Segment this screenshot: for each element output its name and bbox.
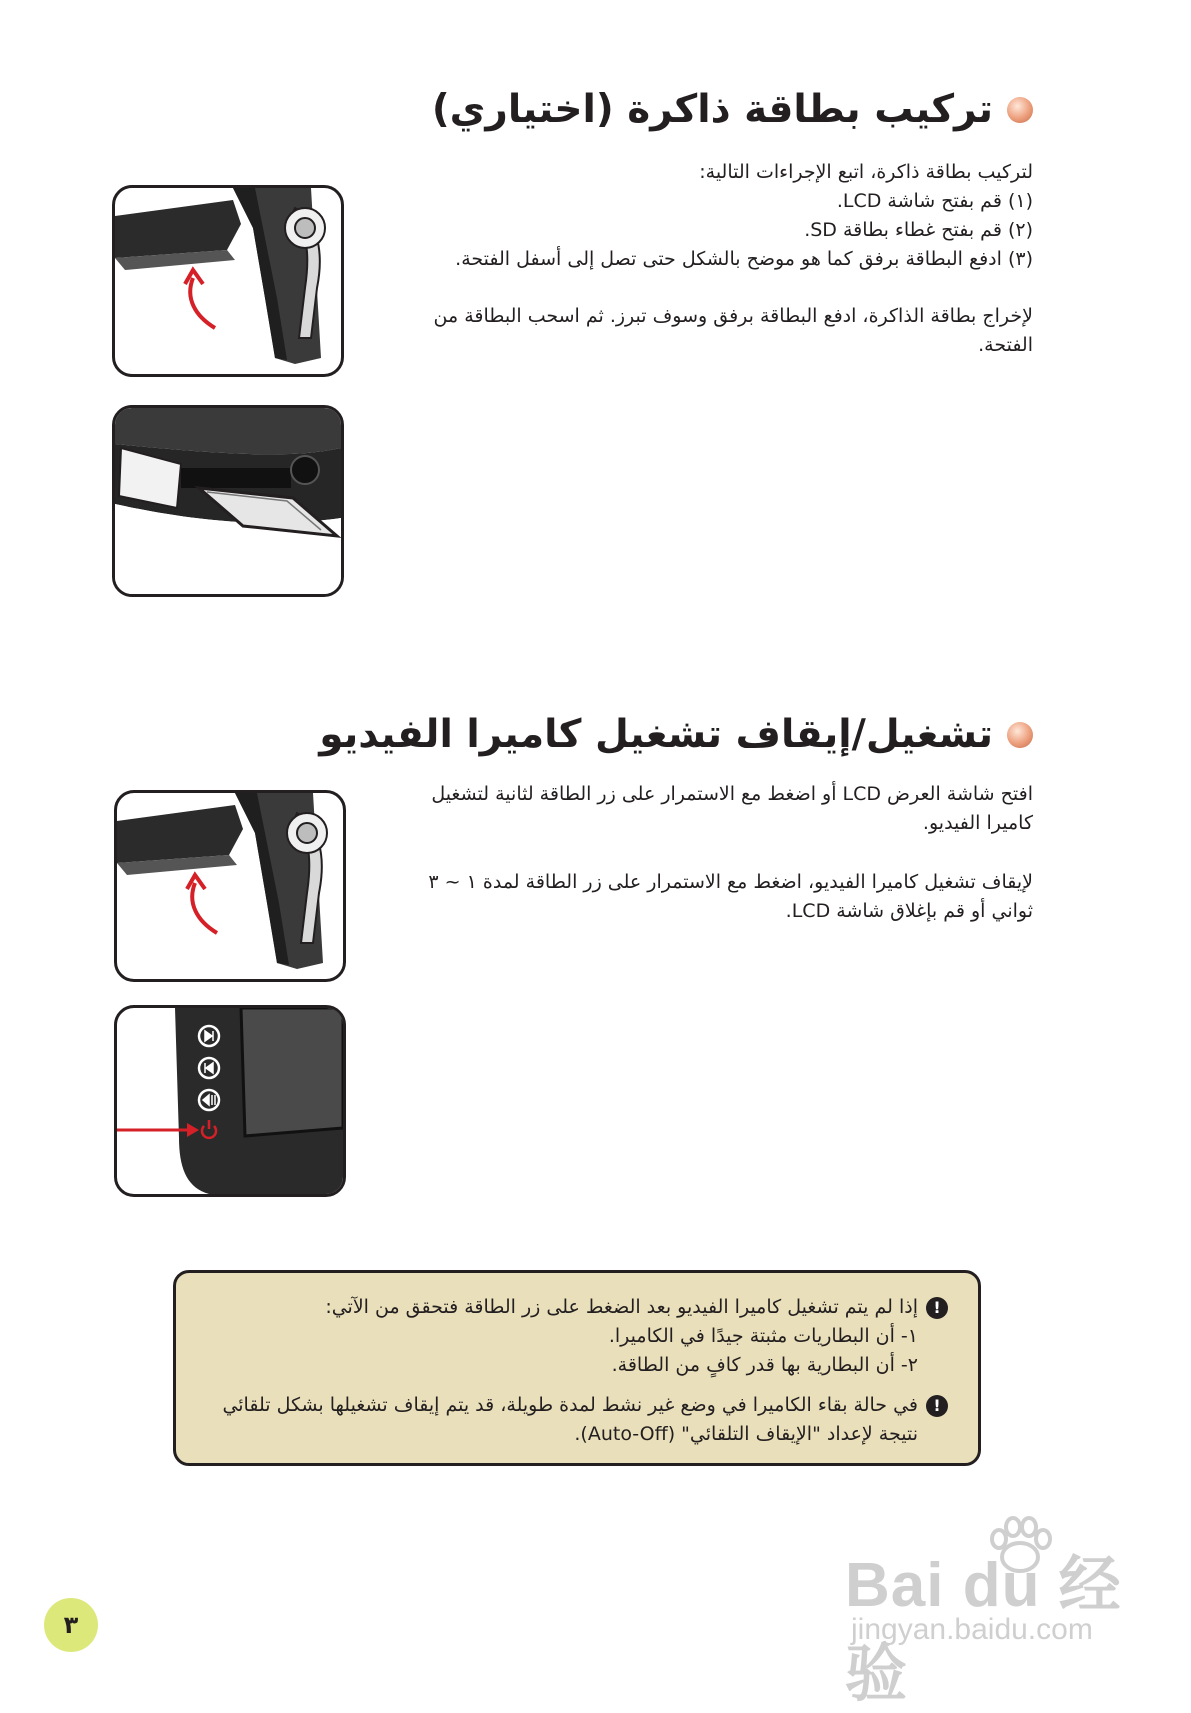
power-off-text: لإيقاف تشغيل كاميرا الفيديو، اضغط مع الاستمرار على زر الطاقة لمدة ١ ~ ٣ ثواني أو قم بإغلاق شاشة LCD.	[428, 871, 1033, 922]
section-title: تركيب بطاقة ذاكرة (اختياري)	[431, 87, 993, 132]
note-item-2	[188, 1391, 948, 1449]
baidu-watermark	[845, 1515, 1145, 1709]
note-item-1-sub-2: ٢- أن البطارية بها قدر كافٍ من الطاقة.	[611, 1354, 918, 1376]
exclamation-icon: !	[926, 1395, 948, 1417]
exclamation-icon: !	[926, 1297, 948, 1319]
insert-card-illustration	[112, 405, 344, 597]
watermark-logo: Bai du 经验	[845, 1551, 1122, 1709]
open-lcd-illustration	[112, 185, 344, 377]
watermark-url: jingyan.baidu.com	[851, 1613, 1093, 1646]
section-heading-memory-card	[431, 87, 1033, 132]
step-1: (١) قم بفتح شاشة LCD.	[836, 190, 1033, 212]
step-3: (٣) ادفع البطاقة برفق كما هو موضح بالشكل حتى تصل إلى أسفل الفتحة.	[455, 248, 1033, 270]
eject-text: لإخراج بطاقة الذاكرة، ادفع البطاقة برفق وسوف تبرز. ثم اسحب البطاقة من الفتحة.	[433, 305, 1033, 356]
note-item-1-text: إذا لم يتم تشغيل كاميرا الفيديو بعد الضغط على زر الطاقة فتحقق من الآتي:	[325, 1296, 918, 1318]
note-item-1-sub-1: ١- أن البطاريات مثبتة جيدًا في الكاميرا.	[608, 1325, 918, 1347]
power-button-illustration	[114, 1005, 346, 1197]
note-box	[173, 1270, 981, 1466]
intro-text: لتركيب بطاقة ذاكرة، اتبع الإجراءات التالية:	[699, 161, 1033, 183]
memory-card-instructions	[393, 158, 1033, 360]
power-on-text: افتح شاشة العرض LCD أو اضغط مع الاستمرار على زر الطاقة لثانية لتشغيل كاميرا الفيديو.	[431, 783, 1033, 834]
section-title: تشغيل/إيقاف تشغيل كاميرا الفيديو	[319, 712, 993, 757]
note-item-1	[325, 1293, 948, 1380]
step-2: (٢) قم بفتح غطاء بطاقة SD.	[804, 219, 1033, 241]
heading-bullet-icon	[1007, 722, 1033, 748]
note-item-2-text: في حالة بقاء الكاميرا في وضع غير نشط لمدة طويلة، قد يتم إيقاف تشغيلها بشكل تلقائي نتيجة لإعداد "الإيقاف التلقائي" (Auto-Off).	[222, 1394, 918, 1445]
power-instructions	[423, 780, 1033, 926]
section-heading-power	[319, 712, 1033, 757]
page-number: ٣	[44, 1598, 98, 1652]
heading-bullet-icon	[1007, 97, 1033, 123]
open-lcd-illustration-2	[114, 790, 346, 982]
